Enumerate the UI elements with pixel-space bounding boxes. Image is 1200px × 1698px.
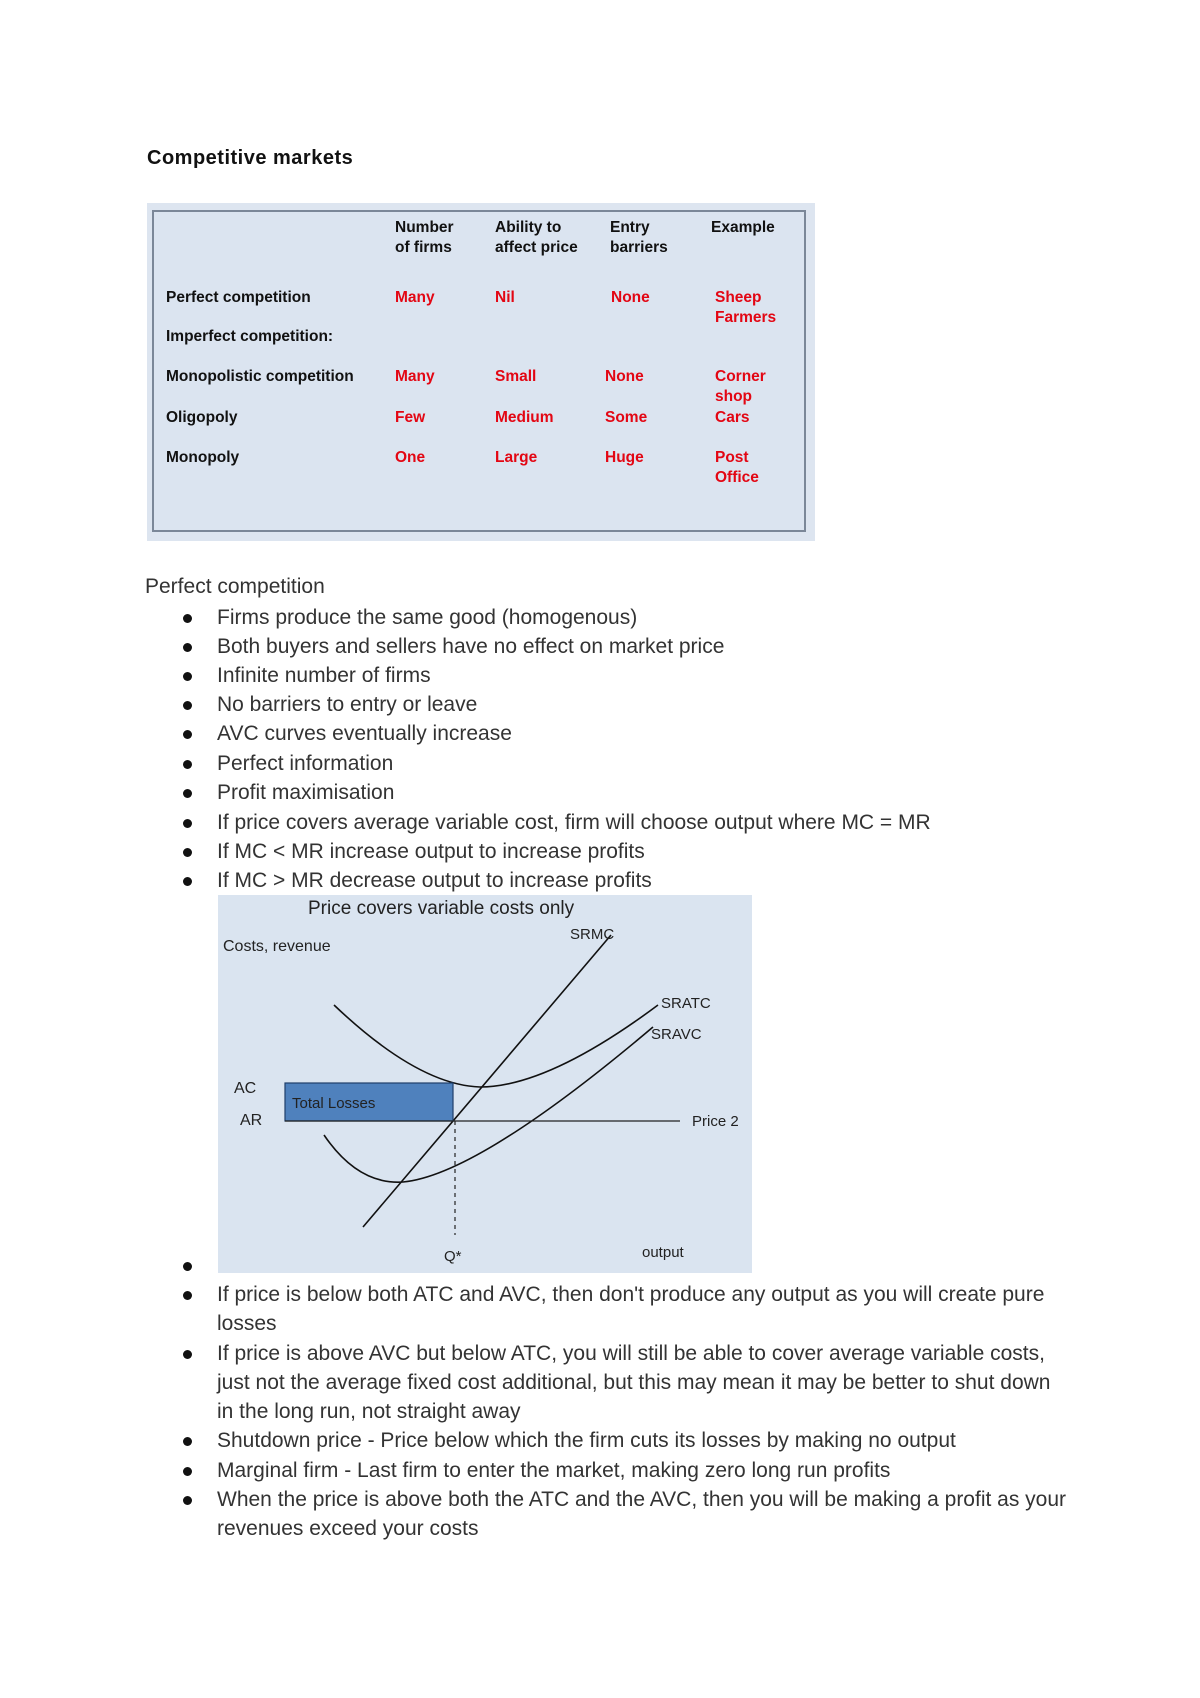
bullet-dot (183, 672, 192, 681)
bullet-dot (183, 614, 192, 623)
cell-monopolistic-price: Small (495, 368, 537, 385)
list-item: When the price is above both the ATC and the AVC, then you will be making a profit as your revenues exceed your costs (217, 1488, 1067, 1540)
cell-monopolistic-firms: Many (395, 368, 435, 385)
list-item: No barriers to entry or leave (217, 693, 478, 716)
list-item: If price covers average variable cost, firm will choose output where MC = MR (217, 811, 931, 834)
ar-label: AR (240, 1112, 263, 1129)
cell-monopoly-firms: One (395, 449, 426, 466)
bullet-dot (183, 1262, 192, 1271)
diagram-svg (218, 895, 752, 1273)
table-frame (152, 210, 806, 532)
list-item: Marginal firm - Last firm to enter the market, making zero long run profits (217, 1459, 891, 1482)
list-item: Perfect information (217, 752, 394, 775)
market-structure-table (147, 203, 815, 541)
cell-monopolistic-example: Corner shop (715, 368, 766, 405)
bullet-dot (183, 789, 192, 798)
sratc-label: SRATC (661, 995, 711, 1012)
cost-curves-diagram (218, 895, 752, 1273)
bullet-dot (183, 877, 192, 886)
cell-perfect-firms: Many (395, 289, 435, 306)
bullet-dot (183, 1467, 192, 1476)
list-item: Both buyers and sellers have no effect on market price (217, 635, 725, 658)
total-losses-label: Total Losses (292, 1095, 376, 1112)
list-item: If MC < MR increase output to increase profits (217, 840, 645, 863)
header-example: Example (711, 219, 775, 236)
x-axis-label: output (642, 1244, 684, 1261)
cell-oligopoly-firms: Few (395, 409, 426, 426)
bullet-dot (183, 1437, 192, 1446)
list-item: Infinite number of firms (217, 664, 431, 687)
price-line-label: Price 2 (692, 1113, 739, 1130)
cell-perfect-price: Nil (495, 289, 515, 306)
diagram-title: Price covers variable costs only (308, 898, 575, 919)
header-entry-barriers: Entry barriers (610, 219, 668, 256)
cell-perfect-barriers: None (611, 289, 650, 306)
list-item: Shutdown price - Price below which the firm cuts its losses by making no output (217, 1429, 956, 1452)
section-heading: Perfect competition (145, 575, 325, 598)
bullet-dot (183, 643, 192, 652)
sratc-curve (334, 1005, 658, 1087)
cell-monopoly-barriers: Huge (605, 449, 644, 466)
bullet-dot (183, 1350, 192, 1359)
page-title: Competitive markets (147, 147, 354, 169)
bullet-dot (183, 730, 192, 739)
header-ability-to-affect-price: Ability to affect price (495, 219, 578, 256)
cell-oligopoly-price: Medium (495, 409, 554, 426)
row-label-perfect-competition: Perfect competition (166, 289, 311, 306)
header-number-of-firms: Number of firms (395, 219, 454, 256)
list-item: If MC > MR decrease output to increase profits (217, 869, 652, 892)
cell-oligopoly-example: Cars (715, 409, 750, 426)
bullet-dot (183, 1496, 192, 1505)
cell-perfect-example: Sheep Farmers (715, 289, 777, 326)
cell-oligopoly-barriers: Some (605, 409, 648, 426)
list-item: If price is above AVC but below ATC, you will still be able to cover average variable costs, just not the average fixed cost additional, but this may mean it may be better to shut down in the long run, not straight away (217, 1342, 1051, 1423)
bullet-dot (183, 701, 192, 710)
cell-monopolistic-barriers: None (605, 368, 644, 385)
row-label-monopoly: Monopoly (166, 449, 240, 466)
bullet-dot (183, 1291, 192, 1300)
cell-monopoly-example: Post Office (715, 449, 759, 486)
srmc-curve (363, 935, 611, 1227)
sravc-label: SRAVC (651, 1026, 702, 1043)
row-label-imperfect-competition: Imperfect competition: (166, 328, 334, 345)
bullet-dot (183, 760, 192, 769)
list-item: Profit maximisation (217, 781, 395, 804)
list-item: AVC curves eventually increase (217, 722, 512, 745)
bullet-dot (183, 819, 192, 828)
list-item: If price is below both ATC and AVC, then don't produce any output as you will create pure losses (217, 1283, 1045, 1335)
cell-monopoly-price: Large (495, 449, 538, 466)
srmc-label: SRMC (570, 926, 615, 943)
list-item: Firms produce the same good (homogenous) (217, 606, 638, 629)
y-axis-label: Costs, revenue (223, 938, 331, 955)
q-star-label: Q* (444, 1248, 462, 1265)
row-label-monopolistic-competition: Monopolistic competition (166, 368, 354, 385)
row-label-oligopoly: Oligopoly (166, 409, 238, 426)
bullet-dot (183, 848, 192, 857)
ac-label: AC (234, 1080, 257, 1097)
